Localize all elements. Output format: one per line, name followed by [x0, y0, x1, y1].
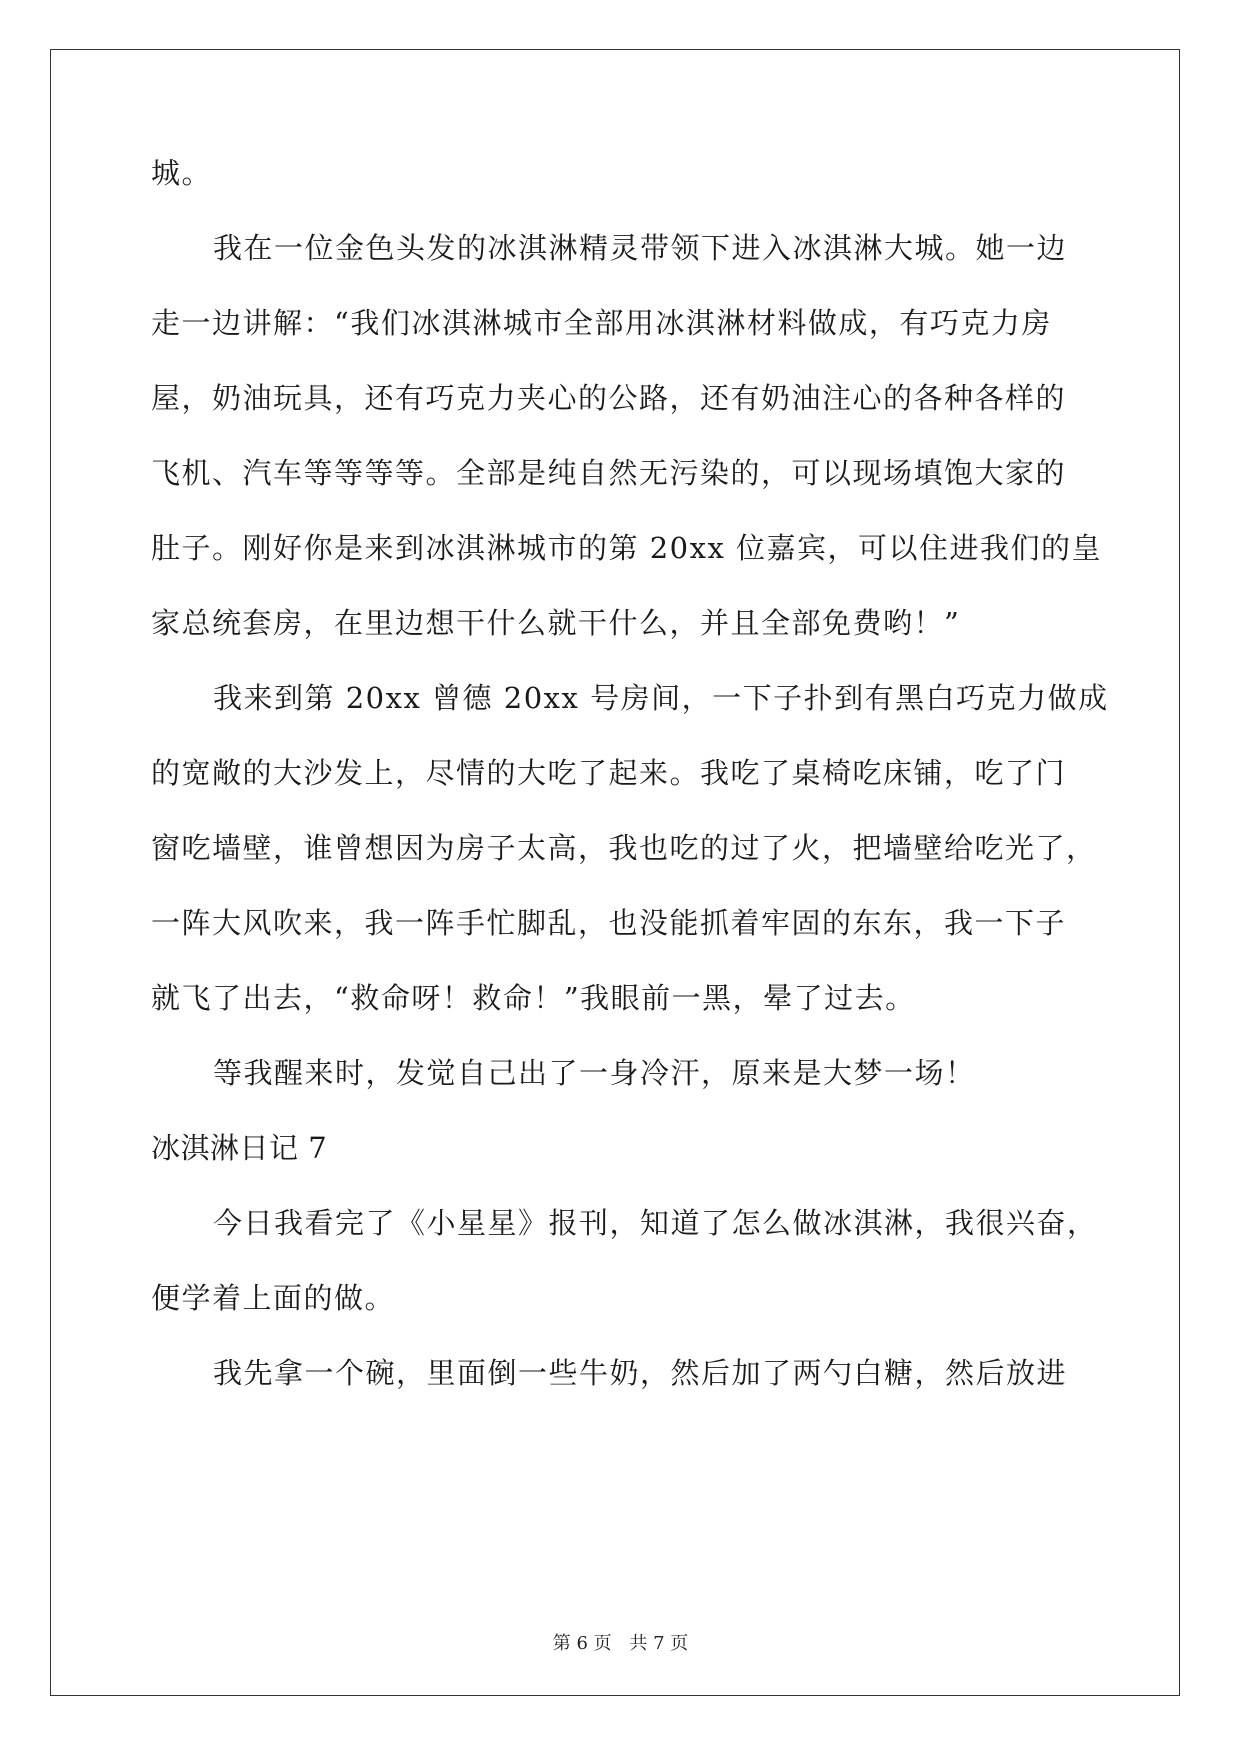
page-total: 共 7 页	[629, 1633, 689, 1654]
text-line: 走一边讲解：“我们冰淇淋城市全部用冰淇淋材料做成，有巧克力房	[151, 306, 1052, 340]
text-line: 今日我看完了《小星星》报刊，知道了怎么做冰淇淋，我很兴奋，	[213, 1206, 1098, 1240]
text-line: 我先拿一个碗，里面倒一些牛奶，然后加了两勺白糖，然后放进	[213, 1356, 1068, 1390]
text-line: 一阵大风吹来，我一阵手忙脚乱，也没能抓着牢固的东东，我一下子	[151, 906, 1067, 940]
page-number: 第 6 页	[552, 1633, 612, 1654]
text-line: 就飞了出去，“救命呀！救命！”我眼前一黑，晕了过去。	[151, 981, 916, 1015]
text-line: 便学着上面的做。	[151, 1281, 396, 1315]
text-line: 城。	[151, 156, 213, 190]
text-line: 我来到第 20xx 曾德 20xx 号房间，一下子扑到有黑白巧克力做成	[213, 681, 1109, 715]
text-line: 屋，奶油玩具，还有巧克力夹心的公路，还有奶油注心的各种各样的	[151, 381, 1067, 415]
text-line: 等我醒来时，发觉自己出了一身冷汗，原来是大梦一场！	[213, 1056, 976, 1090]
page-frame	[50, 49, 1180, 1696]
page-footer	[0, 1632, 1241, 1656]
text-line: 飞机、汽车等等等等。全部是纯自然无污染的，可以现场填饱大家的	[151, 456, 1067, 490]
text-line: 的宽敞的大沙发上，尽情的大吃了起来。我吃了桌椅吃床铺，吃了门	[151, 756, 1067, 790]
text-line: 窗吃墙壁，谁曾想因为房子太高，我也吃的过了火，把墙壁给吃光了，	[151, 831, 1097, 865]
text-line: 我在一位金色头发的冰淇淋精灵带领下进入冰淇淋大城。她一边	[213, 231, 1068, 265]
section-heading: 冰淇淋日记 7	[151, 1131, 328, 1165]
text-line: 肚子。刚好你是来到冰淇淋城市的第 20xx 位嘉宾，可以住进我们的皇	[151, 531, 1103, 565]
text-line: 家总统套房，在里边想干什么就干什么，并且全部免费哟！”	[151, 606, 961, 640]
